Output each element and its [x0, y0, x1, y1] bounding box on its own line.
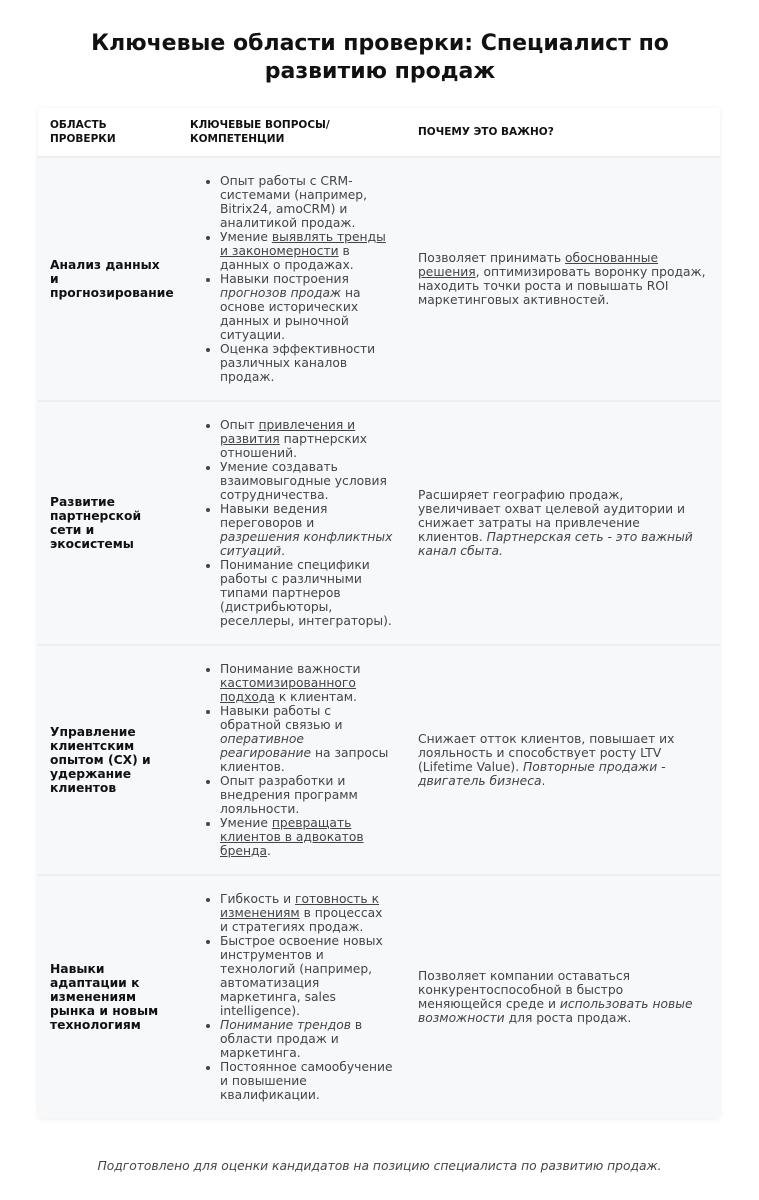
list-item	[220, 342, 394, 384]
review-areas-table-card	[38, 108, 720, 1118]
italic-text: прогнозов продаж	[220, 286, 342, 300]
competencies-list	[190, 662, 394, 858]
text-segment: Навыки работы с обратной связью и	[220, 704, 343, 732]
italic-text: Повторные продажи - двигатель бизнеса	[418, 760, 666, 788]
list-item	[220, 662, 394, 704]
footer-note: Подготовлено для оценки кандидатов на позицию специалиста по развитию продаж.	[97, 1159, 662, 1173]
text-segment: .	[267, 844, 271, 858]
italic-text: использовать новые возможности	[418, 997, 693, 1025]
area-cell: Анализ данных и прогнозирование	[38, 157, 178, 401]
text-segment: Гибкость и	[220, 892, 296, 906]
text-segment: Опыт	[220, 418, 259, 432]
underlined-text: выявлять тренды и закономерности	[220, 230, 386, 258]
list-item	[220, 1018, 394, 1060]
text-segment: , оптимизировать воронку продаж, находить точки роста и повышать ROI маркетинговых активностей.	[418, 265, 706, 307]
italic-text: Понимание трендов	[220, 1018, 351, 1032]
competencies-list	[190, 174, 394, 384]
list-item	[220, 892, 394, 934]
text-segment: Снижает отток клиентов, повышает их лояльность и способствует росту LTV (Lifetime Value).	[418, 732, 675, 774]
text-segment: Позволяет компании оставаться конкурентоспособной в быстро меняющейся среде и	[418, 969, 631, 1011]
text-segment: для роста продаж.	[504, 1011, 632, 1025]
text-segment: Оценка эффективности различных каналов продаж.	[220, 342, 376, 384]
text-segment: Навыки ведения переговоров и	[220, 502, 328, 530]
table-row	[38, 401, 720, 645]
list-item	[220, 1060, 394, 1102]
list-item	[220, 704, 394, 774]
text-segment: Быстрое освоение новых инструментов и технологий (например, автоматизация маркетинга, sales intelligence).	[220, 934, 383, 1018]
text-segment: в области продаж и маркетинга.	[220, 1018, 363, 1060]
underlined-text: кастомизированного подхода	[220, 676, 356, 704]
area-cell: Навыки адаптации к изменениям рынка и новым технологиям	[50, 962, 159, 1032]
area-cell: Развитие партнерской сети и экосистемы	[38, 401, 178, 645]
text-segment: Навыки построения	[220, 272, 349, 286]
text-segment: на основе исторических данных и рыночной ситуации.	[220, 286, 361, 342]
text-segment: на запросы клиентов.	[220, 746, 389, 774]
list-item	[220, 558, 394, 628]
competencies-cell	[178, 875, 406, 1118]
why-cell	[406, 401, 720, 645]
text-segment: Умение	[220, 816, 272, 830]
text-segment: Понимание важности	[220, 662, 361, 676]
header-area: ОБЛАСТЬ ПРОВЕРКИ	[38, 108, 178, 157]
list-item	[220, 174, 394, 230]
text-segment: к клиентам.	[274, 690, 357, 704]
text-segment: Позволяет принимать	[418, 251, 565, 265]
competencies-cell	[178, 401, 406, 645]
review-areas-table	[38, 108, 720, 1118]
italic-text: Партнерская сеть - это важный канал сбыта.	[418, 530, 693, 558]
text-segment: в процессах и стратегиях продаж.	[220, 906, 383, 934]
competencies-cell	[178, 157, 406, 401]
text-segment: в данных о продажах.	[220, 244, 354, 272]
underlined-text: обоснованные решения	[418, 251, 659, 279]
underlined-text: привлечения и развития	[220, 418, 356, 446]
text-segment: .	[281, 544, 286, 558]
text-segment: Опыт работы с CRM-системами (например, Bitrix24, amoCRM) и аналитикой продаж.	[220, 174, 367, 230]
text-segment: Умение	[220, 230, 272, 244]
competencies-cell	[178, 645, 406, 875]
underlined-text: превращать клиентов в адвокатов бренда	[220, 816, 364, 858]
list-item	[220, 272, 394, 342]
text-segment: Постоянное самообучение и повышение квалификации.	[220, 1060, 393, 1102]
area-cell: Управление клиентским опытом (CX) и удержание клиентов	[38, 645, 178, 875]
list-item	[220, 934, 394, 1018]
competencies-list	[190, 418, 394, 628]
header-competencies: КЛЮЧЕВЫЕ ВОПРОСЫ/ КОМПЕТЕНЦИИ	[178, 108, 406, 157]
page-title: Ключевые области проверки: Специалист по развитию продаж	[91, 31, 669, 84]
list-item	[220, 460, 394, 502]
competencies-list	[190, 892, 394, 1102]
why-cell	[406, 645, 720, 875]
list-item	[220, 816, 394, 858]
italic-text: разрешения конфликтных ситуаций	[220, 530, 393, 558]
why-cell	[406, 875, 720, 1118]
table-row	[38, 875, 720, 1118]
table-row	[38, 157, 720, 401]
text-segment: Умение создавать взаимовыгодные условия сотрудничества.	[220, 460, 387, 502]
text-segment: партнерских отношений.	[220, 432, 367, 460]
table-body	[38, 157, 720, 1118]
text-segment: Опыт разработки и внедрения программ лояльности.	[220, 774, 358, 816]
table-header-row	[38, 108, 720, 157]
why-cell	[406, 157, 720, 401]
list-item	[220, 418, 394, 460]
header-why: ПОЧЕМУ ЭТО ВАЖНО?	[406, 108, 720, 157]
table-row	[38, 645, 720, 875]
text-segment: Понимание специфики работы с различными типами партнеров (дистрибьюторы, реселлеры, интеграторы).	[220, 558, 392, 628]
list-item	[220, 230, 394, 272]
underlined-text: готовность к изменениям	[220, 892, 380, 920]
italic-text: оперативное реагирование	[220, 732, 312, 760]
list-item	[220, 774, 394, 816]
text-segment: .	[541, 774, 546, 788]
list-item	[220, 502, 394, 558]
text-segment: Расширяет географию продаж, увеличивает охват целевой аудитории и снижает затраты на привлечение клиентов.	[418, 488, 685, 544]
